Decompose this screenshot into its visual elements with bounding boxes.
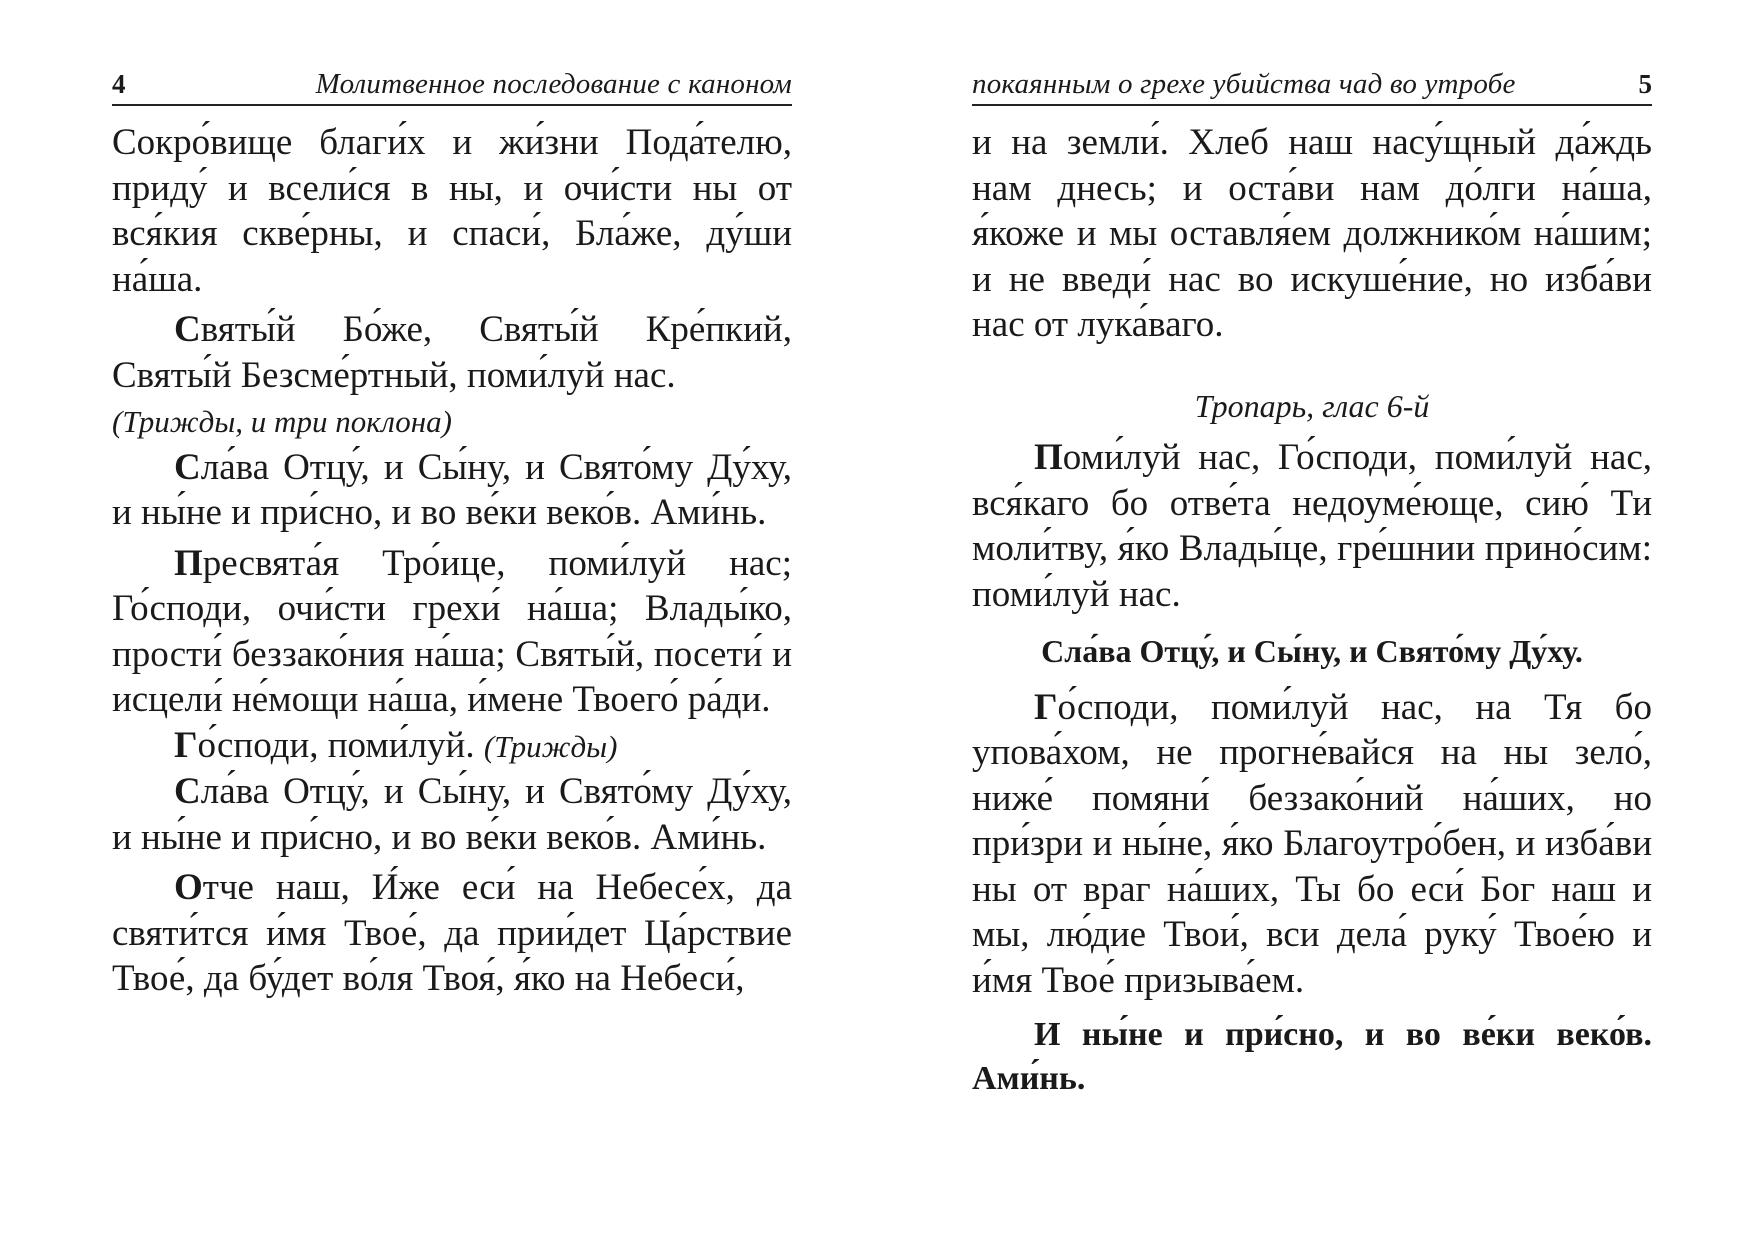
paragraph-text: о́споди, поми́луй нас, на Тя бо упова́хом, не прогне́вайся на ны зело́, ниже́ помяни́ беззако́ний на́ших, но при́зри и ны́не, я́ко Благоутро́бен, и изба́ви ны от враг на́ших, Ты бо еси́ Бог наш и мы, лю́дие Твои́, вси дела́ руку́ Твое́ю и и́мя Твое́ призыва́ем. xyxy=(972,686,1652,1001)
right-paragraph-1: и на земли́. Хлеб наш насу́щный да́ждь нам днесь; и оста́ви нам до́лги на́ша, я́коже и мы оставля́ем должнико́м на́шим; и не введи́ нас во искуше́ние, но изба́ви нас от лука́ваго. xyxy=(972,122,1652,345)
left-page-number: 4 xyxy=(112,69,126,99)
left-paragraph-6 xyxy=(112,769,792,860)
right-page xyxy=(972,68,1652,1101)
drop-initial: С xyxy=(174,771,201,812)
rubric-text: (Трижды, и три поклона) xyxy=(112,404,452,439)
right-page-body xyxy=(972,120,1652,1101)
troparion-heading: Тропарь, глас 6-й xyxy=(1194,387,1430,424)
left-paragraph-7 xyxy=(112,865,792,1002)
right-page-number: 5 xyxy=(1638,69,1652,99)
right-paragraph-3 xyxy=(972,685,1652,1004)
drop-initial: О xyxy=(174,867,203,908)
drop-initial: С xyxy=(174,309,201,350)
glory-line: Сла́ва Отцу́, и Сы́ну, и Свято́му Ду́ху. xyxy=(1041,633,1583,669)
left-running-head xyxy=(112,68,792,106)
left-paragraph-5 xyxy=(112,723,792,770)
drop-initial: П xyxy=(174,542,203,584)
now-and-ever-line: И ны́не и при́сно, и во ве́ки веко́в. Ами́нь. xyxy=(972,1016,1652,1097)
drop-initial: Г xyxy=(1034,686,1058,728)
drop-initial: П xyxy=(1034,437,1063,478)
rubric-text: (Трижды) xyxy=(483,728,618,764)
right-running-head xyxy=(972,68,1652,106)
right-running-title: покаянным о грехе убийства чад во утробе xyxy=(972,68,1516,100)
left-paragraph-3 xyxy=(112,445,792,536)
paragraph-text: ла́ва Отцу́, и Сы́ну, и Свято́му Ду́ху, и ны́не и при́сно, и во ве́ки веко́в. Ами́нь. xyxy=(112,771,792,858)
left-running-title: Молитвенное последование с каноном xyxy=(315,68,792,100)
left-paragraph-4 xyxy=(112,541,792,723)
paragraph-text: вяты́й Бо́же, Святы́й Кре́пкий, Святы́й Безсме́ртный, поми́луй нас. xyxy=(112,309,792,396)
right-paragraph-2 xyxy=(972,435,1652,617)
left-rubric-1 xyxy=(112,398,792,445)
left-page xyxy=(112,68,792,1002)
drop-initial: Г xyxy=(174,724,198,766)
drop-initial: С xyxy=(174,446,201,488)
paragraph-text: ресвята́я Тро́ице, поми́луй нас; Го́споди, очи́сти грехи́ на́ша; Влады́ко, прости́ беззако́ния на́ша; Святы́й, посети́ и исцели́ не́мощи на́ша, и́мене Твоего́ ра́ди. xyxy=(112,542,792,720)
left-paragraph-1: Сокро́вище благи́х и жи́зни Пода́телю, приду́ и всели́ся в ны, и очи́сти ны от вся́кия скве́рны, и спаси́, Бла́же, ду́ши на́ша. xyxy=(112,122,792,300)
left-page-body xyxy=(112,120,792,1002)
left-paragraph-2 xyxy=(112,307,792,398)
paragraph-text: тче наш, И́же еси́ на Небесе́х, да святи́тся и́мя Твое́, да прии́дет Ца́рствие Твое́, да бу́дет во́ля Твоя́, я́ко на Небеси́, xyxy=(112,867,792,999)
paragraph-text: оми́луй нас, Го́споди, поми́луй нас, вся́каго бо отве́та недоуме́юще, сию́ Ти моли́тву, я́ко Влады́це, гре́шнии прино́сим: поми́луй нас. xyxy=(972,437,1652,615)
paragraph-text: ла́ва Отцу́, и Сы́ну, и Свято́му Ду́ху, и ны́не и при́сно, и во ве́ки веко́в. Ами́нь. xyxy=(112,446,792,533)
paragraph-text: о́споди, поми́луй. xyxy=(197,724,475,766)
